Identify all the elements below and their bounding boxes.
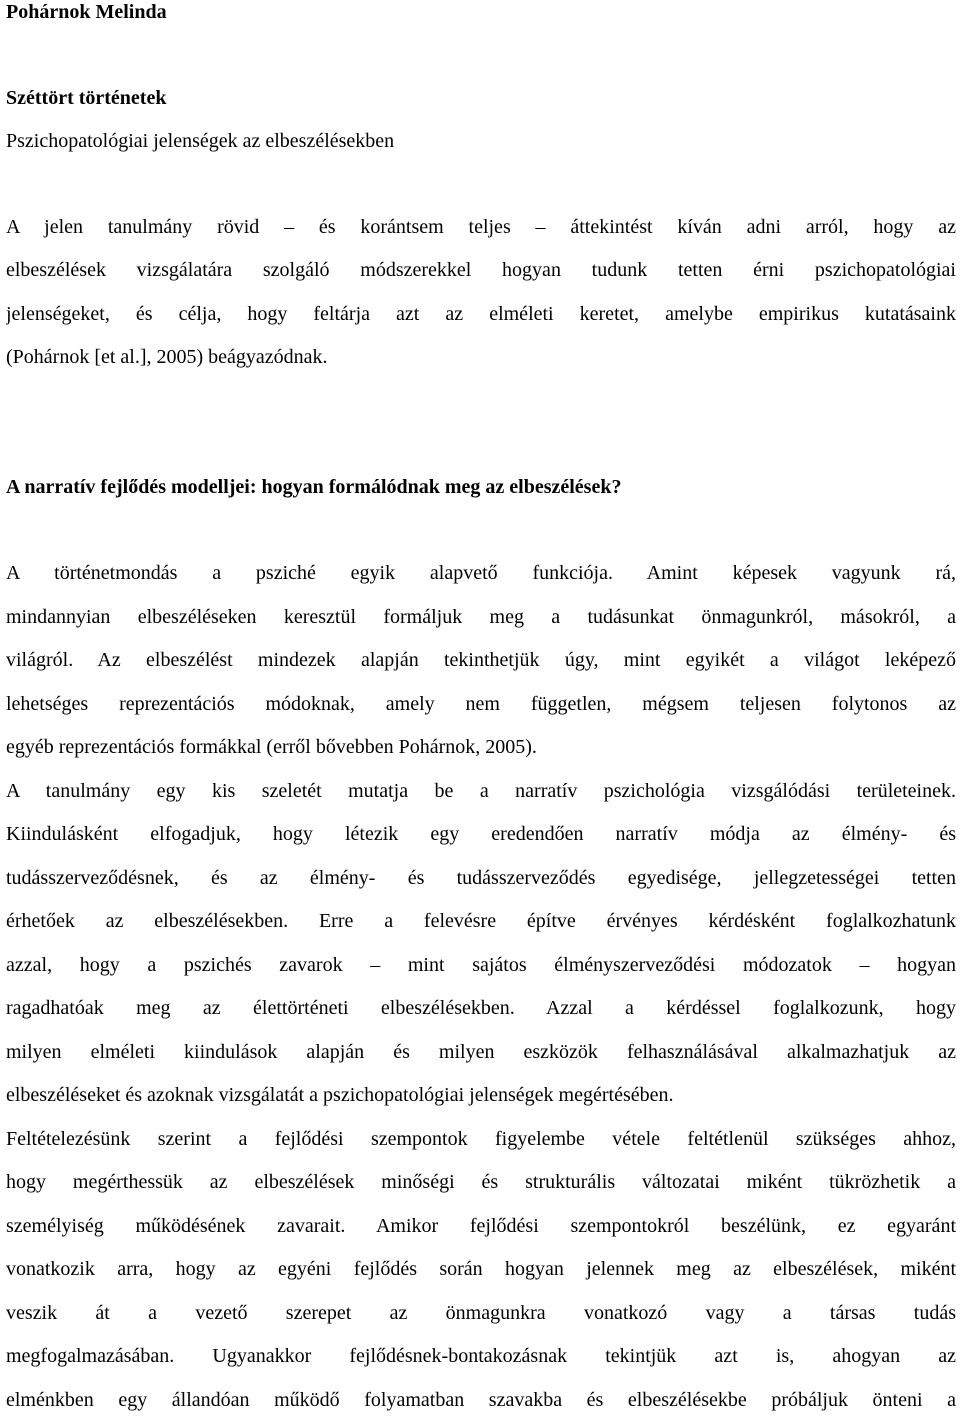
body-line: azzal, hogy a pszichés zavarok – mint sajátos élményszerveződési módozatok – hogyan: [6, 954, 956, 976]
intro-line: jelenségeket, és célja, hogy feltárja azt az elméleti keretet, amelybe empirikus kutatásaink: [6, 303, 956, 325]
intro-line: (Pohárnok [et al.], 2005) beágyazódnak.: [6, 346, 328, 368]
author-name: Pohárnok Melinda: [6, 1, 167, 23]
body-line: elbeszéléseket és azoknak vizsgálatát a pszichopatológiai jelenségek megértésében.: [6, 1084, 674, 1106]
document-title: Széttört történetek: [6, 87, 167, 109]
body-line: vonatkozik arra, hogy az egyéni fejlődés során hogyan jelennek meg az elbeszélések, miként: [6, 1258, 956, 1280]
body-line: Feltételezésünk szerint a fejlődési szempontok figyelembe vétele feltétlenül szükséges ahhoz,: [6, 1128, 956, 1150]
body-line: lehetséges reprezentációs módoknak, amely nem független, mégsem teljesen folytonos az: [6, 693, 956, 715]
intro-line: elbeszélések vizsgálatára szolgáló módszerekkel hogyan tudunk tetten érni pszichopatológiai: [6, 259, 956, 281]
intro-line: A jelen tanulmány rövid – és korántsem teljes – áttekintést kíván adni arról, hogy az: [6, 216, 956, 238]
body-line: veszik át a vezető szerepet az önmagunkra vonatkozó vagy a társas tudás: [6, 1302, 956, 1324]
body-line: elménkben egy állandóan működő folyamatban szavakba és elbeszélésekbe próbáljuk önteni a: [6, 1389, 956, 1411]
body-line: A történetmondás a psziché egyik alapvető funkciója. Amint képesek vagyunk rá,: [6, 562, 956, 584]
body-line: tudásszerveződésnek, és az élmény- és tudásszerveződés egyedisége, jellegzetességei tetten: [6, 867, 956, 889]
document-subtitle: Pszichopatológiai jelenségek az elbeszélésekben: [6, 130, 395, 152]
section-heading: A narratív fejlődés modelljei: hogyan formálódnak meg az elbeszélések?: [6, 476, 622, 498]
body-line: milyen elméleti kiindulások alapján és milyen eszközök felhasználásával alkalmazhatjuk az: [6, 1041, 956, 1063]
body-line: világról. Az elbeszélést mindezek alapján tekinthetjük úgy, mint egyikét a világot leképező: [6, 649, 956, 671]
body-line: megfogalmazásában. Ugyanakkor fejlődésnek-bontakozásnak tekintjük azt is, ahogyan az: [6, 1345, 956, 1367]
body-line: A tanulmány egy kis szeletét mutatja be a narratív pszichológia vizsgálódási területeinek.: [6, 780, 956, 802]
body-line: személyiség működésének zavarait. Amikor fejlődési szempontokról beszélünk, ez egyaránt: [6, 1215, 956, 1237]
body-line: érhetőek az elbeszélésekben. Erre a felevésre építve érvényes kérdésként foglalkozhatunk: [6, 910, 956, 932]
body-line: Kiindulásként elfogadjuk, hogy létezik egy eredendően narratív módja az élmény- és: [6, 823, 956, 845]
body-line: egyéb reprezentációs formákkal (erről bővebben Pohárnok, 2005).: [6, 736, 537, 758]
body-line: ragadhatóak meg az élettörténeti elbeszélésekben. Azzal a kérdéssel foglalkozunk, hogy: [6, 997, 956, 1019]
body-line: hogy megérthessük az elbeszélések minőségi és strukturális változatai miként tükrözhetik a: [6, 1171, 956, 1193]
body-line: mindannyian elbeszéléseken keresztül formáljuk meg a tudásunkat önmagunkról, másokról, a: [6, 606, 956, 628]
